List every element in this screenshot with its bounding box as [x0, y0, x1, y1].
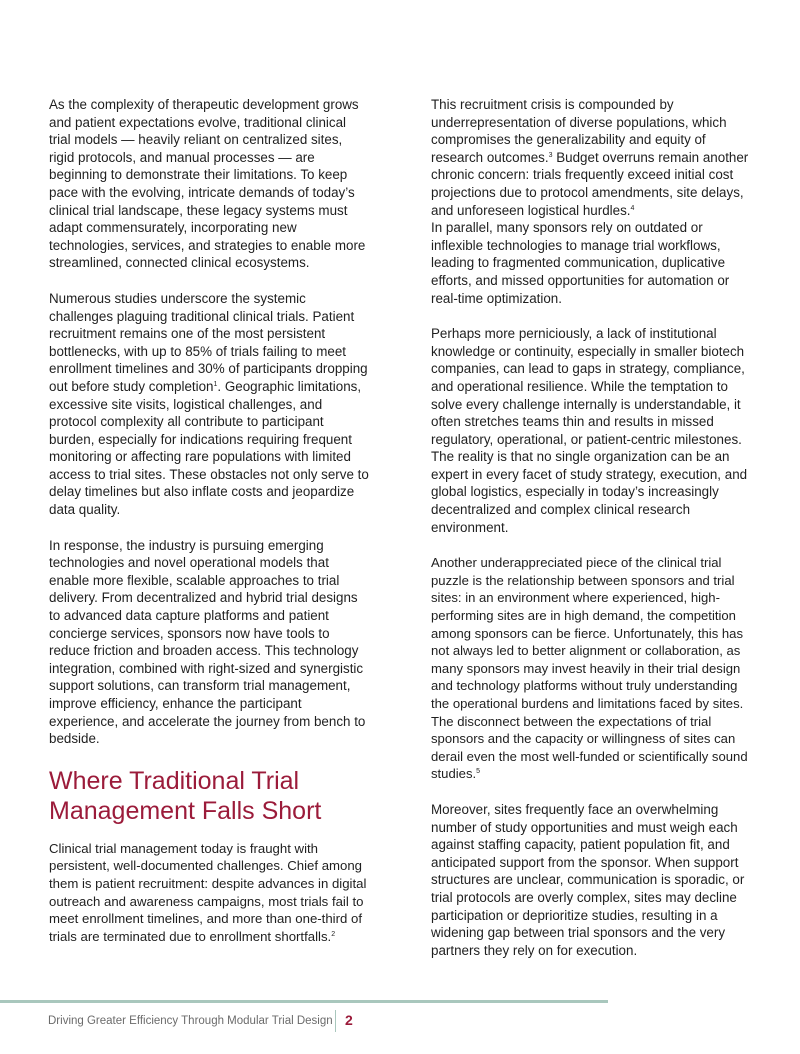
- recruitment-paragraph: [431, 96, 756, 219]
- knowledge-paragraph: [431, 325, 756, 536]
- challenges-text-b: . Geographic limitations, excessive site visits, logistical challenges, and protocol complexity all contribute to participant burden, especially for indications requiring frequent monitoring or affecting rare populations with limited access to trial sites. These obstacles not only serve to delay timelines but also inflate costs and jeopardize data quality.: [49, 378, 369, 518]
- challenges-text-a: Numerous studies underscore the systemic challenges plaguing traditional clinical trials. Patient recruitment remains one of the most persistent bottlenecks, with up to 85% of trials failing to meet enrollment timelines and 30% of participants dropping out before study completion: [49, 290, 368, 394]
- sites-capacity-text: Moreover, sites frequently face an overwhelming number of study opportunities and must weigh each against staffing capacity, patient population fit, and anticipated support from the sponsor. When support structures are unclear, communication is sporadic, or trial protocols are overly complex, sites may decline participation or deprioritize studies, resulting in a widening gap between trial sponsors and the very partners they rely on for execution.: [431, 801, 745, 958]
- sites-capacity-paragraph: [431, 801, 756, 959]
- right-column: [431, 96, 756, 977]
- technology-paragraph: [431, 219, 756, 307]
- recruitment-text-b: Budget overruns remain another chronic concern: trials frequently exceed initial cost projections due to protocol amendments, site delays, and unforeseen logistical hurdles.: [431, 149, 749, 218]
- footnote-ref-4: 4: [630, 204, 635, 212]
- footnote-ref-2: 2: [331, 930, 336, 938]
- management-text: Clinical trial management today is fraught with persistent, well-documented challenges. Chief among them is patient recruitment: despite advances in digital outreach and awareness campaigns, most trials fail to meet enrollment timelines, and more than one-third of trials are terminated due to enrollment shortfalls.: [49, 840, 367, 944]
- sites-relationship-text: Another underappreciated piece of the clinical trial puzzle is the relationship between sponsors and trial sites: in an environment where experienced, high-performing sites are in high demand, the competition among sponsors can be fierce. Unfortunately, this has not always led to better alignment or collaboration, as many sponsors may invest heavily in their trial design and technology platforms without truly understanding the operational burdens and limitations faced by sites. The disconnect between the expectations of trial sponsors and the capacity or willingness of sites can derail even the most well-funded or scientifically sound studies.: [431, 555, 748, 782]
- intro-text: As the complexity of therapeutic development grows and patient expectations evolve, traditional clinical trial models — heavily reliant on centralized sites, rigid protocols, and manual processes — are beginning to demonstrate their limitations. To keep pace with the evolving, intricate demands of today’s clinical trial landscape, these legacy systems must adapt commensurately, incorporating new technologies, services, and strategies to enable more streamlined, connected clinical ecosystems.: [49, 97, 366, 271]
- footer-rule: [0, 1000, 608, 1003]
- recruitment-text-a: This recruitment crisis is compounded by underrepresentation of diverse populations, which compromises the generalizability and equity of research outcomes.: [431, 97, 727, 165]
- challenges-paragraph: [49, 290, 371, 519]
- management-paragraph: [49, 840, 371, 946]
- intro-paragraph: [49, 96, 371, 272]
- response-paragraph: [49, 537, 371, 748]
- section-heading: Where Traditional Trial Management Falls Short: [49, 766, 322, 825]
- sites-relationship-paragraph: [431, 554, 756, 783]
- footer-title: Driving Greater Efficiency Through Modular Trial Design: [48, 1015, 333, 1027]
- footnote-ref-1: 1: [213, 380, 218, 388]
- knowledge-text: Perhaps more perniciously, a lack of institutional knowledge or continuity, especially in smaller biotech companies, can lead to gaps in strategy, compliance, and operational resilience. While the temptation to solve every challenge internally is understandable, it often stretches teams thin and results in missed regulatory, operational, or patient-centric milestones. The reality is that no single organization can be an expert in every facet of study strategy, execution, and global logistics, especially in today’s increasingly decentralized and complex clinical research environment.: [431, 326, 748, 535]
- response-text: In response, the industry is pursuing emerging technologies and novel operational models that enable more flexible, scalable approaches to trial delivery. From decentralized and hybrid trial designs to advanced data capture platforms and patient concierge services, sponsors now have tools to reduce friction and broaden access. This technology integration, combined with right-sized and synergistic support solutions, can transform trial management, improve efficiency, enhance the participant experience, and accelerate the journey from bench to bedside.: [49, 537, 366, 747]
- left-column: [49, 96, 371, 963]
- footer-divider: [335, 1010, 336, 1032]
- footnote-ref-3: 3: [548, 151, 553, 159]
- page-number: 2: [345, 1012, 353, 1028]
- footnote-ref-5: 5: [476, 768, 481, 776]
- technology-text: In parallel, many sponsors rely on outdated or inflexible technologies to manage trial workflows, leading to fragmented communication, duplicative efforts, and missed opportunities for automation or real-time optimization.: [431, 220, 730, 306]
